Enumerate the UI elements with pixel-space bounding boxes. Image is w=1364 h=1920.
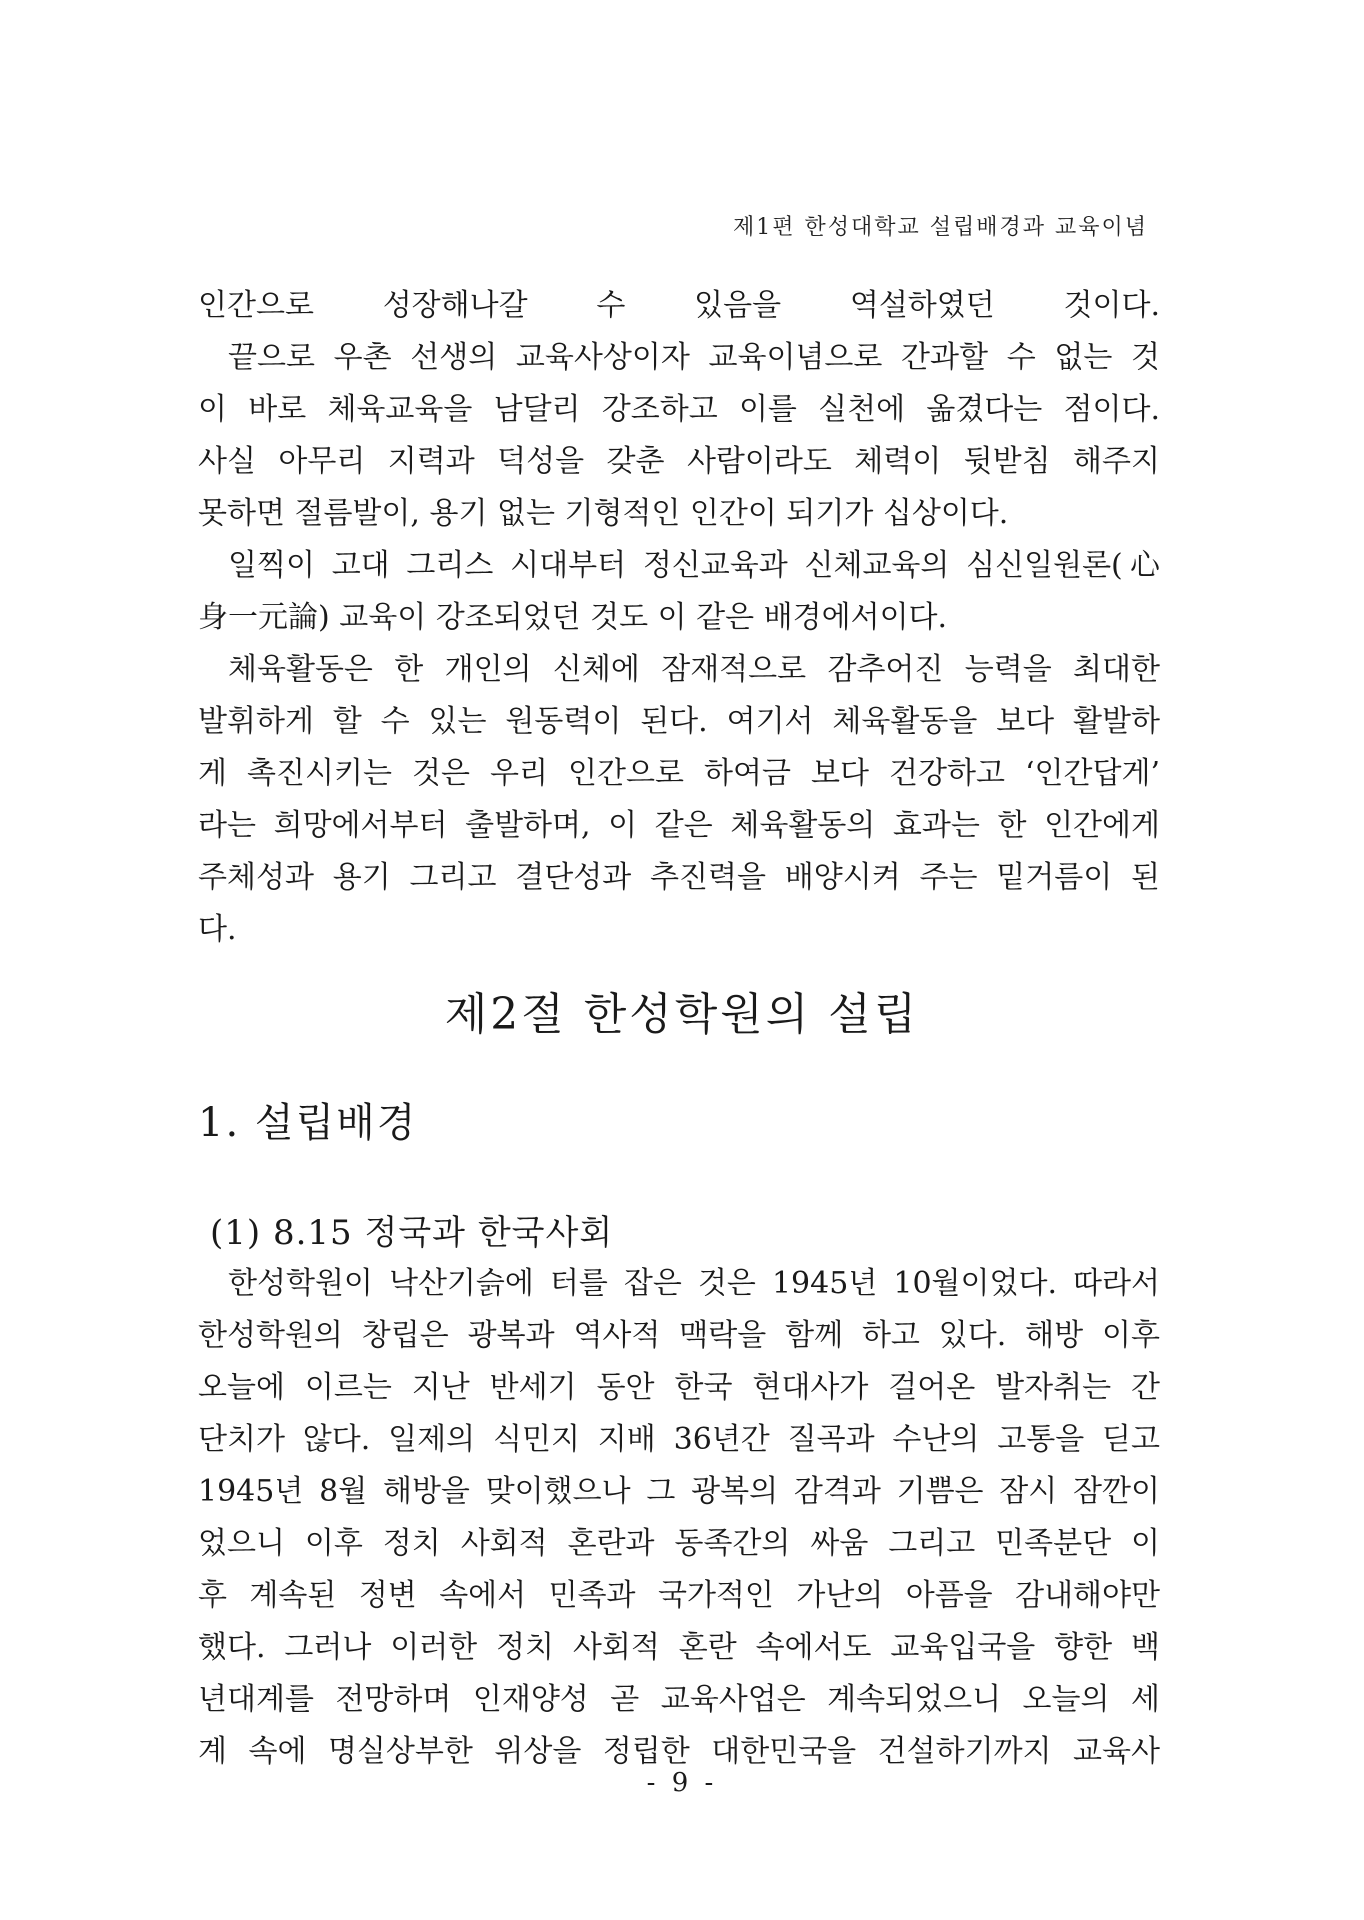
text-line: 발휘하게 할 수 있는 원동력이 된다. 여기서 체육활동을 보다 활발하	[198, 704, 1160, 739]
page-number: - 9 -	[646, 1768, 718, 1798]
text-line: 했다. 그러나 이러한 정치 사회적 혼란 속에서도 교육입국을 향한 백	[198, 1630, 1160, 1665]
text-line: 단치가 않다. 일제의 식민지 지배 36년간 질곡과 수난의 고통을 딛고	[198, 1422, 1160, 1457]
text-line: 다.	[198, 912, 237, 947]
running-header: 제1편 한성대학교 설립배경과 교육이념	[732, 215, 1148, 240]
text-line: 년대계를 전망하며 인재양성 곧 교육사업은 계속되었으니 오늘의 세	[198, 1682, 1160, 1717]
text-line: 일찍이 고대 그리스 시대부터 정신교육과 신체교육의 심신일원론(心	[228, 548, 1160, 583]
text-line: 사실 아무리 지력과 덕성을 갖춘 사람이라도 체력이 뒷받침 해주지	[198, 444, 1160, 479]
section-title: 제2절 한성학원의 설립	[444, 989, 920, 1040]
text-line: 계 속에 명실상부한 위상을 정립한 대한민국을 건설하기까지 교육사	[198, 1734, 1160, 1769]
text-line: 인간으로 성장해나갈 수 있음을 역설하였던 것이다.	[198, 288, 1160, 323]
text-line: 1945년 8월 해방을 맞이했으나 그 광복의 감격과 기쁨은 잠시 잠깐이	[198, 1474, 1160, 1509]
text-line: 한성학원이 낙산기슭에 터를 잡은 것은 1945년 10월이었다. 따라서	[228, 1266, 1160, 1301]
text-line: 라는 희망에서부터 출발하며, 이 같은 체육활동의 효과는 한 인간에게	[198, 808, 1160, 843]
text-line: 체육활동은 한 개인의 신체에 잠재적으로 감추어진 능력을 최대한	[228, 652, 1160, 687]
text-line: 었으니 이후 정치 사회적 혼란과 동족간의 싸움 그리고 민족분단 이	[198, 1526, 1160, 1561]
text-line: 身一元論) 교육이 강조되었던 것도 이 같은 배경에서이다.	[198, 600, 948, 635]
text-line: 이 바로 체육교육을 남달리 강조하고 이를 실천에 옮겼다는 점이다.	[198, 392, 1160, 427]
subsubsection-heading: (1) 8.15 정국과 한국사회	[210, 1213, 614, 1253]
upper-body-text	[198, 280, 1160, 956]
text-line: 끝으로 우촌 선생의 교육사상이자 교육이념으로 간과할 수 없는 것	[228, 340, 1160, 375]
text-line: 못하면 절름발이, 용기 없는 기형적인 인간이 되기가 십상이다.	[198, 496, 1009, 531]
text-line: 주체성과 용기 그리고 결단성과 추진력을 배양시켜 주는 밑거름이 된	[198, 860, 1160, 895]
lower-body-text	[198, 1258, 1160, 1778]
text-line: 후 계속된 정변 속에서 민족과 국가적인 가난의 아픔을 감내해야만	[198, 1578, 1160, 1613]
text-line: 오늘에 이르는 지난 반세기 동안 한국 현대사가 걸어온 발자취는 간	[198, 1370, 1160, 1405]
subsection-heading: 1. 설립배경	[198, 1100, 418, 1146]
text-line: 게 촉진시키는 것은 우리 인간으로 하여금 보다 건강하고 ‘인간답게’	[198, 756, 1160, 791]
text-line: 한성학원의 창립은 광복과 역사적 맥락을 함께 하고 있다. 해방 이후	[198, 1318, 1160, 1353]
